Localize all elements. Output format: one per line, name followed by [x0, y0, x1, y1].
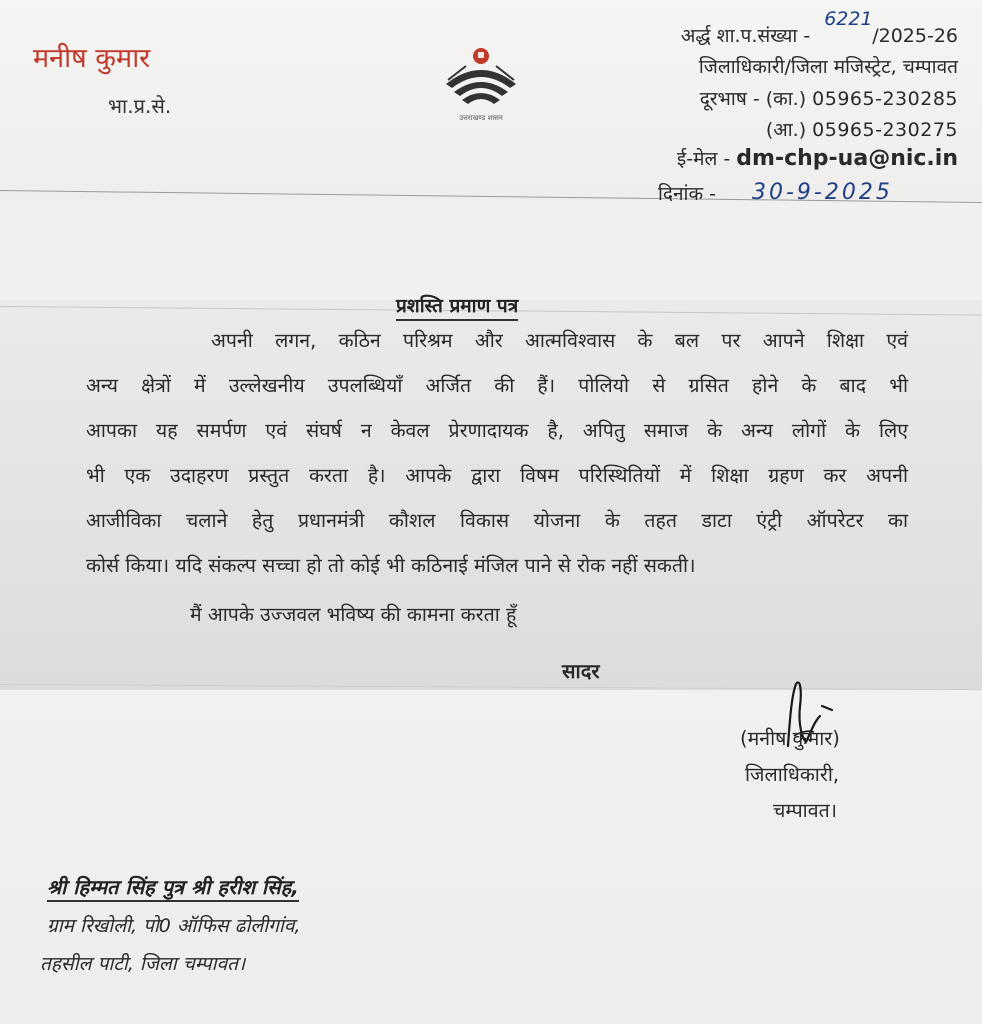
signatory-place: चम्पावत। — [773, 799, 838, 822]
body-line: आजीविका चलाने हेतु प्रधानमंत्री कौशल विकास योजना के तहत डाटा एंट्री ऑपरेटर का — [86, 509, 908, 532]
reference-suffix: /2025-26 — [872, 25, 958, 47]
officer-name: मनीष कुमार — [33, 43, 151, 74]
email-label: ई-मेल - — [676, 148, 731, 170]
residence-phone-number: 05965-230275 — [812, 119, 958, 141]
body-line: कोर्स किया। यदि संकल्प सच्चा हो तो कोई भी कठिनाई मंजिल पाने से रोक नहीं सकती। — [86, 554, 696, 577]
residence-phone-line — [766, 116, 958, 142]
body-line: भी एक उदाहरण प्रस्तुत करता है। आपके द्वारा विषम परिस्थितियों में शिक्षा ग्रहण कर अपनी — [86, 464, 908, 487]
uttarakhand-government-emblem-icon — [440, 42, 522, 122]
office-phone-number: 05965-230285 — [812, 88, 958, 110]
closing-line: मैं आपके उज्जवल भविष्य की कामना करता हूँ — [190, 603, 517, 626]
residence-phone-label: (आ.) — [765, 119, 807, 141]
date-line — [658, 180, 716, 206]
body-line: अन्य क्षेत्रों में उल्लेखनीय उपलब्धियाँ अर्जित की हैं। पोलियो से ग्रसित होने के बाद भी — [86, 374, 908, 397]
reference-number-handwritten: 6221 — [824, 8, 873, 30]
body-line: अपनी लगन, कठिन परिश्रम और आत्मविश्वास के बल पर आपने शिक्षा एवं — [211, 329, 908, 352]
signatory-name: (मनीष कुमार) — [740, 727, 840, 750]
office-phone-label: दूरभाष - (का.) — [699, 88, 807, 110]
email-address: dm-chp-ua@nic.in — [736, 146, 958, 171]
recipient-name: श्री हिम्मत सिंह पुत्र श्री हरीश सिंह, — [47, 873, 299, 902]
recipient-address-line: ग्राम रिखोली, पो0 ऑफिस ढोलीगांव, — [47, 915, 301, 937]
certificate-body — [86, 318, 908, 588]
reference-number-line — [680, 8, 958, 48]
email-line — [677, 145, 958, 171]
recipient-address-line: तहसील पाटी, जिला चम्पावत। — [40, 953, 246, 975]
sadar-text: सादर — [562, 659, 600, 683]
reference-label: अर्द्ध शा.प.संख्या - — [680, 25, 811, 47]
date-label: दिनांक - — [658, 183, 716, 205]
office-title: जिलाधिकारी/जिला मजिस्ट्रेट, चम्पावत — [698, 56, 958, 78]
reference-handwritten-slot — [816, 8, 873, 42]
signatory-designation: जिलाधिकारी, — [745, 763, 840, 786]
officer-service: भा.प्र.से. — [108, 94, 172, 118]
emblem-caption: उत्तराखण्ड शासन — [459, 114, 503, 122]
certificate-title: प्रशस्ति प्रमाण पत्र — [396, 292, 518, 321]
office-phone-line — [700, 85, 958, 111]
body-line: आपका यह समर्पण एवं संघर्ष न केवल प्रेरणादायक है, अपितु समाज के अन्य लोगों के लिए — [86, 419, 908, 442]
date-handwritten: 30-9-2025 — [752, 180, 893, 205]
